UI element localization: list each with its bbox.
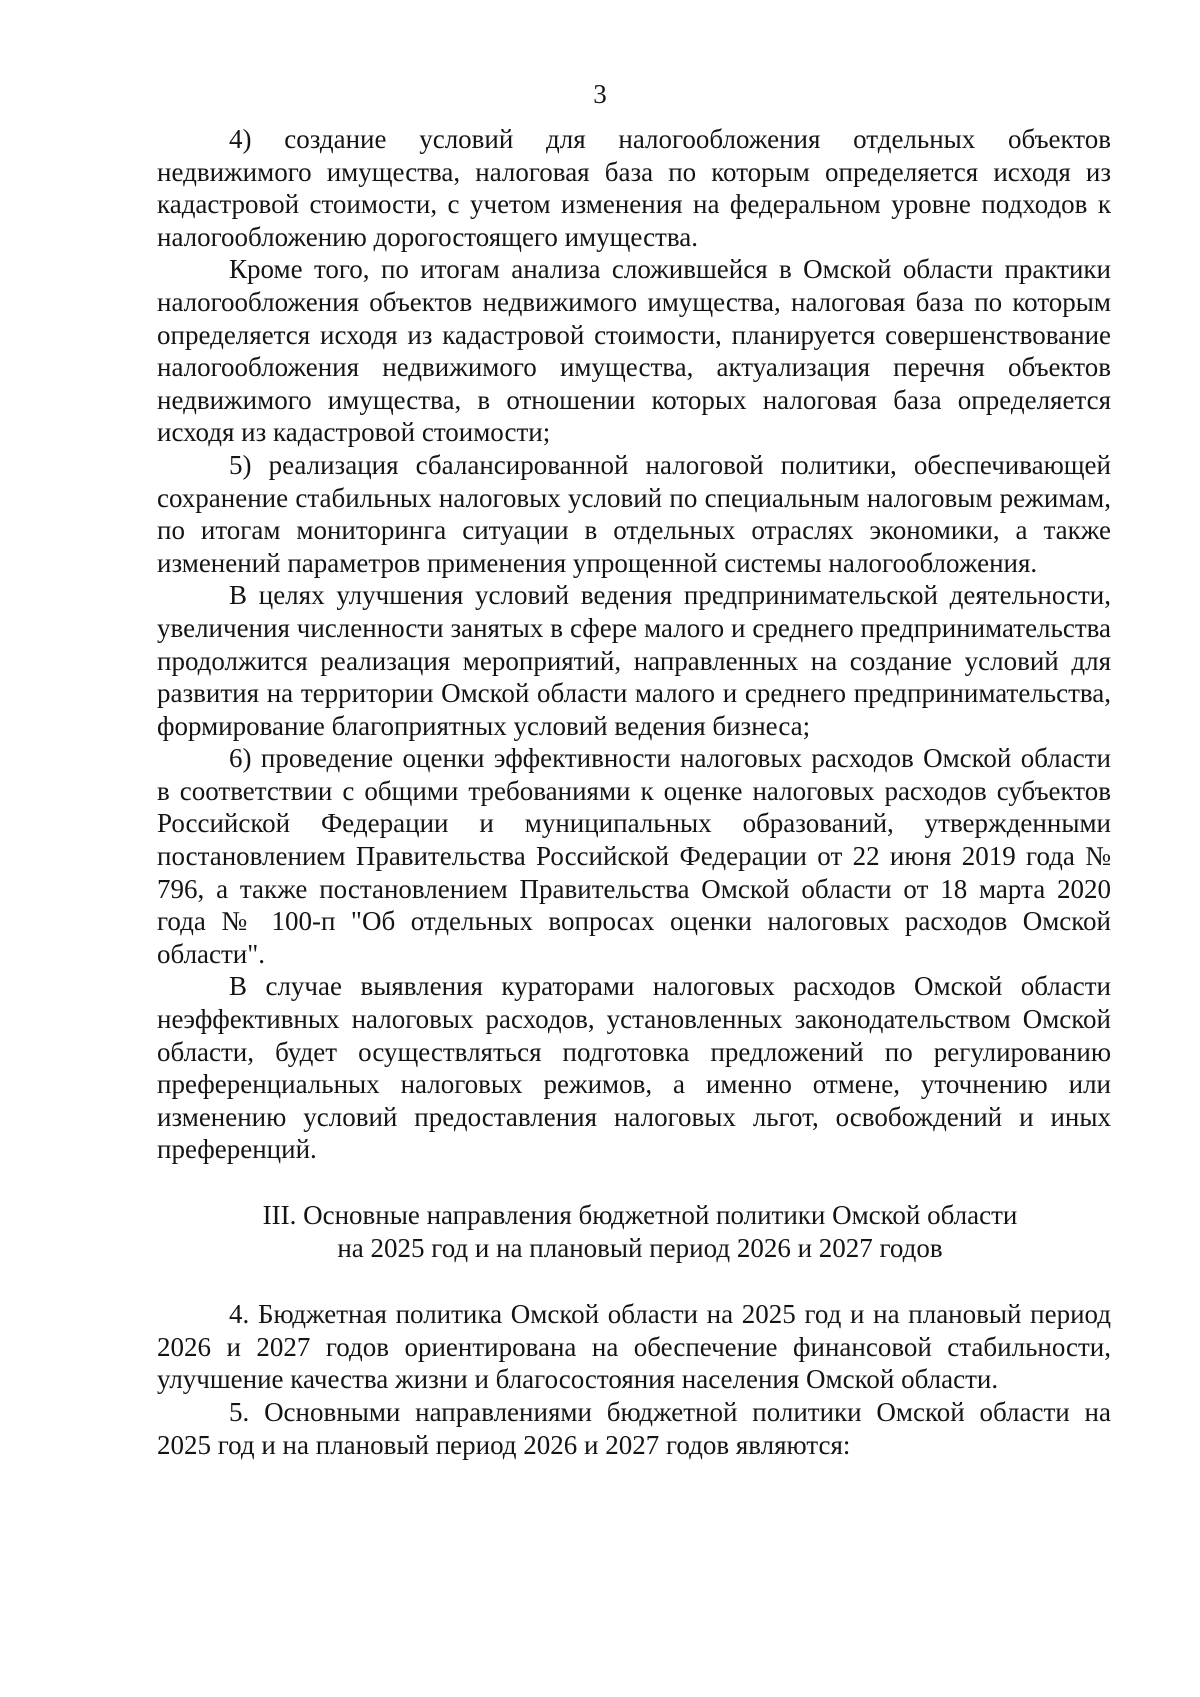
- paragraph-point-5: 5. Основными направлениями бюджетной политики Омской области на 2025 год и на плановый период 2026 и 2027 годов являются:: [157, 1396, 1111, 1460]
- paragraph-small-business: В целях улучшения условий ведения предпринимательской деятельности, увеличения численности занятых в сфере малого и среднего предпринимательства продолжится реализация мероприятий, направленных на создание условий для развития на территории Омской области малого и среднего предпринимательства, формирование благоприятных условий ведения бизнеса;: [157, 580, 1111, 741]
- page-number: 3: [593, 79, 607, 109]
- paragraph-item-5: 5) реализация сбалансированной налоговой политики, обеспечивающей сохранение стабильных налоговых условий по специальным налоговым режимам, по итогам мониторинга ситуации в отдельных отраслях экономики, а также изменений параметров применения упрощенной системы налогообложения.: [157, 449, 1111, 578]
- paragraph-tax-expenditures: В случае выявления кураторами налоговых расходов Омской области неэффективных налоговых расходов, установленных законодательством Омской области, будет осуществляться подготовка предложений по регулированию преференциальных налоговых режимов, а именно отмене, уточнению или изменению условий предоставления налоговых льгот, освобождений и иных преференций.: [157, 971, 1111, 1165]
- paragraph-cadastral-practice: Кроме того, по итогам анализа сложившейся в Омской области практики налогообложения объектов недвижимого имущества, налоговая база по которым определяется исходя из кадастровой стоимости, планируется совершенствование налогообложения недвижимого имущества, актуализация перечня объектов недвижимого имущества, в отношении которых налоговая база определяется исходя из кадастровой стоимости;: [157, 254, 1111, 448]
- paragraph-item-4: 4) создание условий для налогообложения отдельных объектов недвижимого имущества, налоговая база по которым определяется исходя из кадастровой стоимости, с учетом изменения на федеральном уровне подходов к налогообложению дорогостоящего имущества.: [157, 124, 1111, 252]
- section-heading-line-1: III. Основные направления бюджетной политики Омской области: [262, 1200, 1018, 1230]
- section-heading: [157, 1199, 1111, 1264]
- paragraph-point-4: 4. Бюджетная политика Омской области на 2025 год и на плановый период 2026 и 2027 годов ориентирована на обеспечение финансовой стабильности, улучшение качества жизни и благосостояния населения Омской области.: [157, 1299, 1111, 1395]
- paragraph-item-6: 6) проведение оценки эффективности налоговых расходов Омской области в соответствии с общими требованиями к оценке налоговых расходов субъектов Российской Федерации и муниципальных образований, утвержденными постановлением Правительства Российской Федерации от 22 июня 2019 года № 796, а также постановлением Правительства Омской области от 18 марта 2020 года № 100-п "Об отдельных вопросах оценки налоговых расходов Омской области".: [157, 743, 1111, 969]
- document-body: [157, 123, 1111, 1461]
- section-heading-line-2: на 2025 год и на плановый период 2026 и 2027 годов: [337, 1232, 943, 1263]
